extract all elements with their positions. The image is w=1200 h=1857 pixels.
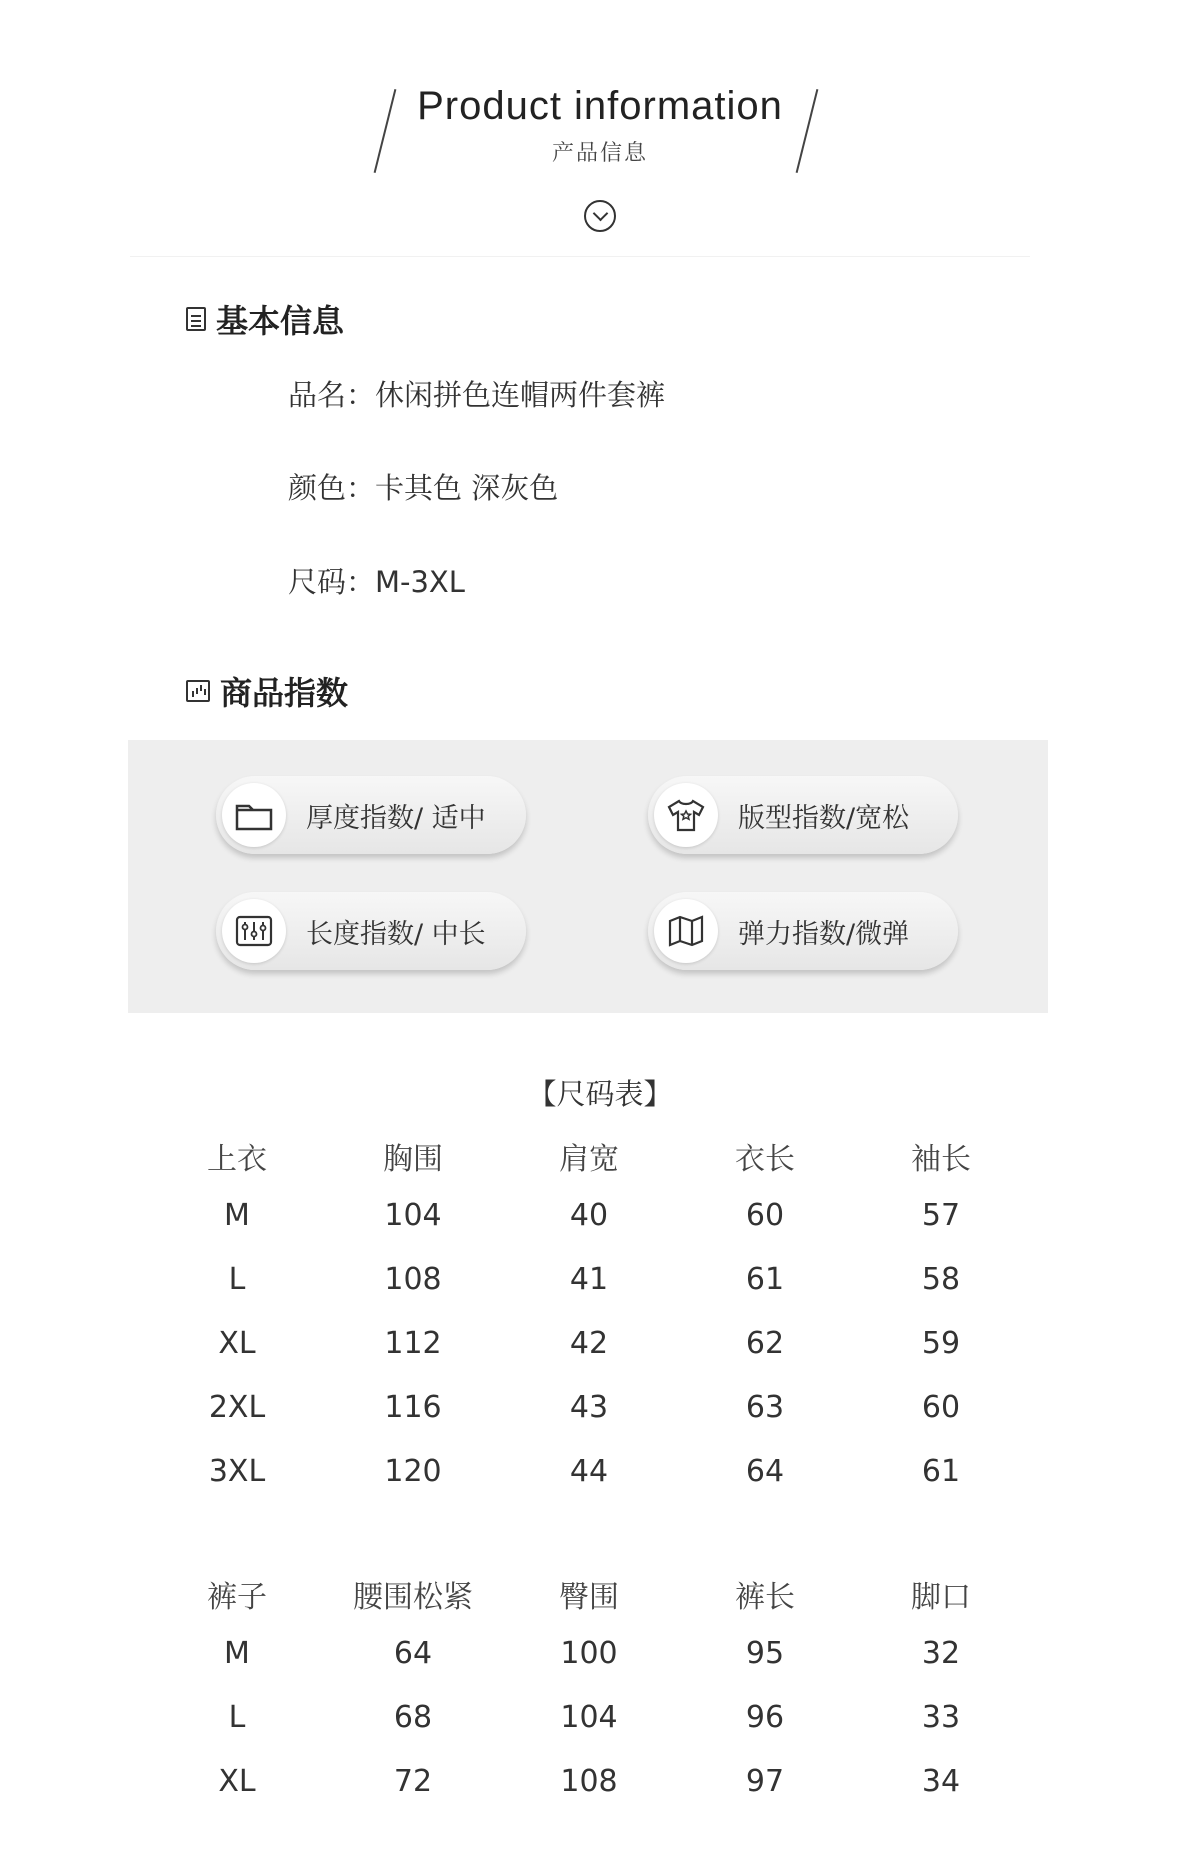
- tshirt-icon: [654, 783, 718, 847]
- info-colors: 颜色：卡其色 深灰色: [288, 471, 559, 505]
- table-row: [0, 1700, 1200, 1750]
- table-cell: 33: [921, 1700, 961, 1735]
- table-cell: 60: [921, 1390, 961, 1425]
- product-info-header: [0, 70, 1200, 180]
- table-row: [0, 1326, 1200, 1376]
- chart-icon: [186, 680, 210, 702]
- table-cell: XL: [218, 1764, 256, 1799]
- table-cell: XL: [218, 1326, 256, 1361]
- indices-title: 商品指数: [220, 674, 349, 712]
- table-cell: 96: [745, 1700, 785, 1735]
- table-cell: 97: [745, 1764, 785, 1799]
- folder-icon: [222, 783, 286, 847]
- table-row: [0, 1262, 1200, 1312]
- column-header: 腰围松紧: [353, 1580, 473, 1615]
- table-cell: 2XL: [208, 1390, 266, 1425]
- table-cell: 104: [384, 1198, 442, 1233]
- table-row: [0, 1390, 1200, 1440]
- table-cell: 68: [393, 1700, 433, 1735]
- table-cell: 62: [745, 1326, 785, 1361]
- index-thickness-label: 厚度指数/ 适中: [306, 802, 486, 834]
- table-cell: 32: [921, 1636, 961, 1671]
- column-header: 袖长: [911, 1142, 971, 1177]
- index-elasticity-label: 弹力指数/微弹: [738, 918, 910, 950]
- table-cell: L: [228, 1700, 246, 1735]
- table-row: [0, 1764, 1200, 1814]
- table-cell: 57: [921, 1198, 961, 1233]
- table-cell: 63: [745, 1390, 785, 1425]
- basic-info-title: 基本信息: [216, 302, 345, 340]
- table-cell: 3XL: [208, 1454, 266, 1489]
- column-header: 上衣: [207, 1142, 267, 1177]
- index-thickness: [216, 776, 526, 854]
- index-fit: [648, 776, 958, 854]
- table-cell: 43: [569, 1390, 609, 1425]
- index-elasticity: [648, 892, 958, 970]
- table-row: [0, 1454, 1200, 1504]
- indices-heading: [186, 668, 348, 714]
- table-cell: 59: [921, 1326, 961, 1361]
- index-fit-label: 版型指数/宽松: [738, 802, 910, 834]
- title-chinese: 产品信息: [551, 141, 648, 166]
- table-cell: 40: [569, 1198, 609, 1233]
- title-english: Product information: [417, 84, 783, 128]
- table-cell: L: [228, 1262, 246, 1297]
- table-cell: 61: [745, 1262, 785, 1297]
- indices-panel: [128, 740, 1048, 1013]
- table-cell: 104: [560, 1700, 618, 1735]
- divider: [130, 256, 1030, 257]
- table-cell: 64: [393, 1636, 433, 1671]
- basic-info-heading: [186, 296, 344, 342]
- info-sizes: 尺码：M-3XL: [288, 565, 465, 599]
- table-row: [0, 1198, 1200, 1248]
- table-cell: 42: [569, 1326, 609, 1361]
- table-cell: 64: [745, 1454, 785, 1489]
- column-header: 肩宽: [559, 1142, 619, 1177]
- table-cell: 34: [921, 1764, 961, 1799]
- table-cell: 44: [569, 1454, 609, 1489]
- table-cell: 108: [560, 1764, 618, 1799]
- table-row: [0, 1636, 1200, 1686]
- column-header: 臀围: [559, 1580, 619, 1615]
- column-header: 裤长: [735, 1580, 795, 1615]
- column-header: 裤子: [207, 1580, 267, 1615]
- table-cell: 58: [921, 1262, 961, 1297]
- table-cell: 72: [393, 1764, 433, 1799]
- pants-table-header: [0, 1572, 1200, 1622]
- column-header: 衣长: [735, 1142, 795, 1177]
- index-length: [216, 892, 526, 970]
- table-cell: 100: [560, 1636, 618, 1671]
- table-cell: M: [224, 1636, 250, 1671]
- size-table-title: 【尺码表】: [527, 1077, 673, 1111]
- column-header: 胸围: [383, 1142, 443, 1177]
- table-cell: 120: [384, 1454, 442, 1489]
- chevron-down-icon: [584, 200, 616, 232]
- column-header: 脚口: [911, 1580, 971, 1615]
- top-table-header: [0, 1134, 1200, 1184]
- index-length-label: 长度指数/ 中长: [306, 918, 486, 950]
- table-cell: 95: [745, 1636, 785, 1671]
- info-product-name: 品名：休闲拼色连帽两件套裤: [288, 378, 666, 412]
- table-cell: 112: [384, 1326, 442, 1361]
- table-cell: 60: [745, 1198, 785, 1233]
- table-cell: 108: [384, 1262, 442, 1297]
- table-cell: 41: [569, 1262, 609, 1297]
- table-cell: M: [224, 1198, 250, 1233]
- table-cell: 61: [921, 1454, 961, 1489]
- map-icon: [654, 899, 718, 963]
- document-icon: [186, 307, 206, 331]
- ruler-icon: [222, 899, 286, 963]
- table-cell: 116: [384, 1390, 442, 1425]
